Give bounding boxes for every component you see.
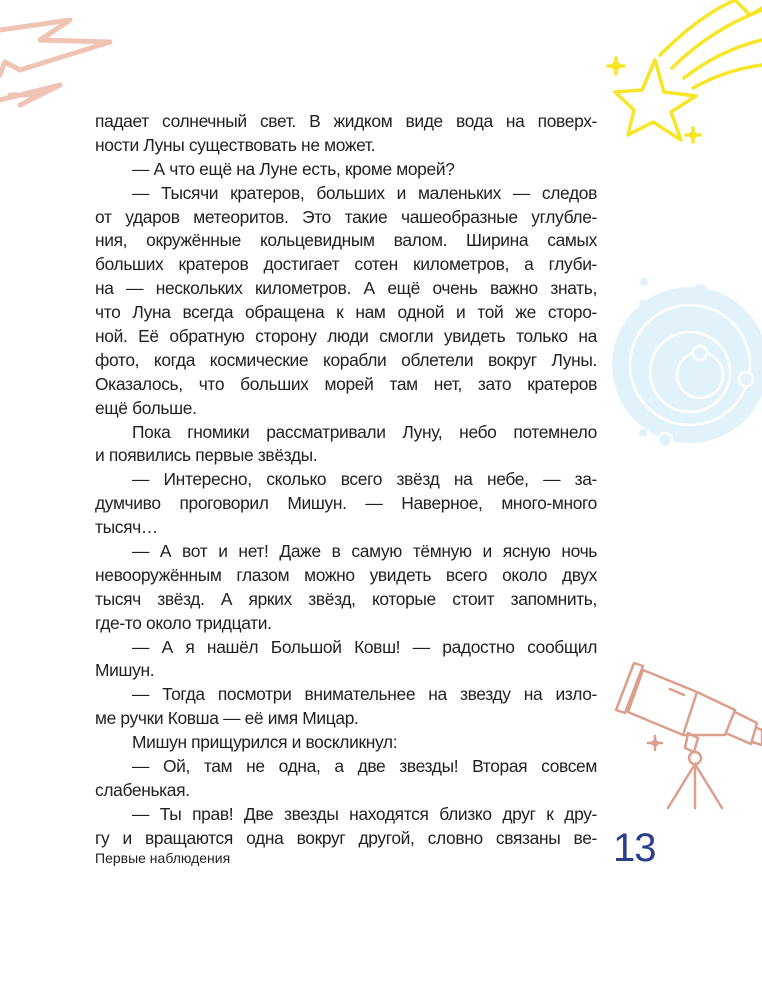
text-line: ме ручки Ковша — её имя Мицар. [95,708,359,729]
text-line: Пока гномики рассматривали Луну, небо потемнело [132,421,597,442]
text-line: невооружённым глазом можно увидеть всего около двух [95,564,597,585]
text-line: гу и вращаются одна вокруг другой, словно связаны ве- [95,827,597,848]
text-line: ния, окружённые кольцевидным валом. Ширина самых [95,230,597,251]
text-line: ещё больше. [95,397,197,418]
text-line: от ударов метеоритов. Это такие чашеобразные углубле- [95,206,597,227]
paragraph [95,755,597,803]
text-line: больших кратеров достигает сотен километров, а глуби- [95,254,597,275]
paragraph [95,110,597,158]
paragraph [95,421,597,469]
orbit-planet-icon [612,278,762,447]
text-line: думчиво проговорил Мишун. — Наверное, много-много [95,493,597,514]
text-line: тысяч… [95,517,158,538]
text-line: — Интересно, сколько всего звёзд на небе, — за- [132,469,597,490]
text-line: Мишун прищурился и воскликнул: [132,732,398,753]
telescope-icon [616,663,762,808]
text-line: что Луна всегда обращена к нам одной и той же сторо- [95,302,597,323]
paragraph [95,636,597,684]
paragraph [95,158,597,182]
paragraph [95,540,597,636]
page-number: 13 [613,826,656,870]
running-footer-section-title: Первые наблюдения [95,850,231,866]
paragraph [95,731,597,755]
text-line: — Ты прав! Две звезды находятся близко друг к дру- [132,803,597,824]
text-line: и появились первые звёзды. [95,445,318,466]
text-line: Мишун. [95,660,155,681]
paragraph [95,468,597,540]
text-line: на — нескольких километров. А ещё очень важно знать, [95,278,597,299]
text-line: Оказалось, что больших морей там нет, зато кратеров [95,373,597,394]
shooting-star-icon [608,0,762,142]
text-line: — А что ещё на Луне есть, кроме морей? [132,158,455,179]
paragraph [95,182,597,421]
paragraph [95,683,597,731]
text-line: — А я нашёл Большой Ковш! — радостно сообщил [132,636,597,657]
text-line: падает солнечный свет. В жидком виде вода на поверх- [95,111,597,131]
text-line: где-то около тридцати. [95,612,272,633]
text-line: ности Луны существовать не может. [95,134,376,155]
text-line: ной. Её обратную сторону люди смогли увидеть только на [95,326,597,347]
text-line: — Тысячи кратеров, больших и маленьких — следов [132,182,597,203]
comet-swoosh-icon [0,20,110,105]
text-line: — Ой, там не одна, а две звезды! Вторая совсем [132,756,597,777]
body-text [95,110,597,851]
text-line: слабенькая. [95,779,190,800]
text-line: тысяч звёзд. А ярких звёзд, которые стоит запомнить, [95,588,597,609]
text-line: — Тогда посмотри внимательнее на звезду на изло- [132,684,597,705]
text-line: — А вот и нет! Даже в самую тёмную и ясную ночь [132,541,597,562]
paragraph [95,803,597,851]
text-line: фото, когда космические корабли облетели вокруг Луны. [95,349,597,370]
